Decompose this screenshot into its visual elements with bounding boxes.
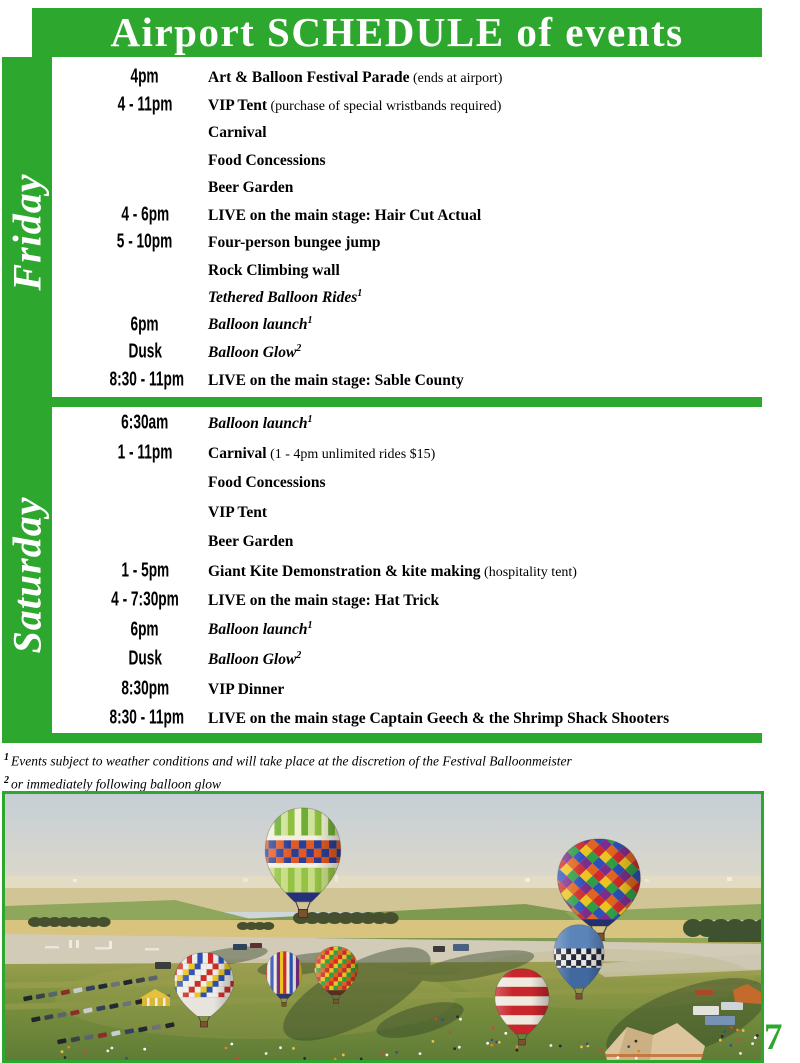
event-title: Balloon launch bbox=[208, 621, 308, 639]
event-title: Beer Garden bbox=[208, 179, 294, 196]
event-title: VIP Tent bbox=[208, 96, 268, 114]
schedule-row bbox=[95, 501, 760, 521]
event-text bbox=[208, 445, 435, 463]
header-banner bbox=[32, 8, 762, 57]
event-title: Art & Balloon Festival Parade bbox=[208, 69, 410, 86]
section-divider bbox=[2, 397, 762, 407]
event-text bbox=[208, 207, 481, 225]
event-title: Balloon launch bbox=[208, 415, 308, 432]
event-time bbox=[95, 149, 195, 171]
event-text bbox=[208, 262, 340, 280]
footnote bbox=[4, 771, 572, 794]
event-text bbox=[208, 315, 313, 334]
event-title: Beer Garden bbox=[208, 533, 294, 550]
event-title: Rock Climbing wall bbox=[208, 261, 340, 279]
event-text bbox=[208, 620, 313, 639]
event-time: 4 - 7:30pm bbox=[111, 588, 179, 611]
event-title: Food Concessions bbox=[208, 474, 326, 491]
event-time: 4 - 11pm bbox=[117, 92, 173, 116]
event-title: Carnival bbox=[208, 124, 267, 141]
schedule-row bbox=[95, 259, 760, 279]
event-text bbox=[208, 179, 293, 197]
event-time: 4pm bbox=[130, 65, 160, 88]
schedule-row bbox=[95, 678, 760, 698]
event-title: LIVE on the main stage: Sable County bbox=[208, 371, 464, 389]
event-time bbox=[95, 259, 195, 281]
event-time bbox=[95, 501, 195, 523]
event-time: Dusk bbox=[128, 647, 162, 670]
event-title: Balloon Glow bbox=[208, 651, 297, 668]
footnotes bbox=[4, 748, 572, 793]
event-title: Tethered Balloon Rides bbox=[208, 289, 358, 306]
schedule-row bbox=[95, 66, 760, 86]
schedule-row bbox=[95, 707, 760, 727]
event-title: LIVE on the main stage Captain Geech & the Shrimp Shack Shooters bbox=[208, 710, 670, 727]
event-title: VIP Tent bbox=[208, 503, 268, 521]
event-footnote-ref: 1 bbox=[357, 287, 363, 299]
event-text bbox=[208, 414, 313, 433]
event-time bbox=[95, 530, 195, 552]
event-text bbox=[208, 152, 326, 170]
schedule-row bbox=[95, 530, 760, 550]
event-footnote-ref: 1 bbox=[307, 620, 313, 632]
event-text bbox=[208, 288, 362, 307]
event-text bbox=[208, 504, 267, 522]
event-text bbox=[208, 372, 464, 390]
page-title: Airport SCHEDULE of events bbox=[110, 9, 684, 55]
event-text bbox=[208, 650, 301, 669]
schedule-row bbox=[95, 94, 760, 114]
balloon-festival-photo bbox=[2, 791, 764, 1063]
schedule-row bbox=[95, 121, 760, 141]
schedule-row bbox=[95, 619, 760, 639]
friday-rows bbox=[95, 66, 760, 396]
footnote-marker: 2 bbox=[4, 774, 9, 786]
footnote-text: Events subject to weather conditions and will take place at the discretion of the Festival Balloonmeister bbox=[11, 753, 572, 769]
footnote bbox=[4, 748, 572, 771]
event-footnote-ref: 2 bbox=[296, 342, 302, 354]
event-time: 8:30 - 11pm bbox=[109, 706, 185, 729]
friday-section bbox=[0, 57, 800, 407]
event-text bbox=[208, 69, 502, 87]
page-number: 7 bbox=[764, 1017, 783, 1058]
schedule-row bbox=[95, 369, 760, 389]
event-title: LIVE on the main stage: Hair Cut Actual bbox=[208, 206, 482, 224]
schedule-row bbox=[95, 286, 760, 306]
event-time: 5 - 10pm bbox=[117, 230, 173, 253]
event-time: Dusk bbox=[128, 340, 162, 363]
event-text bbox=[208, 474, 326, 492]
event-text bbox=[208, 681, 284, 699]
schedule-row bbox=[95, 412, 760, 432]
event-time: 6pm bbox=[130, 312, 160, 336]
saturday-sidebar bbox=[2, 407, 52, 743]
friday-sidebar bbox=[2, 57, 52, 407]
event-time: 4 - 6pm bbox=[121, 202, 169, 226]
event-footnote-ref: 2 bbox=[296, 649, 302, 661]
schedule-row bbox=[95, 341, 760, 361]
event-text bbox=[208, 592, 439, 610]
event-footnote-ref: 1 bbox=[307, 413, 313, 425]
schedule-row bbox=[95, 314, 760, 334]
friday-label: Friday bbox=[4, 173, 50, 291]
footnote-text: or immediately following balloon glow bbox=[11, 776, 221, 791]
event-time: 8:30 - 11pm bbox=[109, 367, 185, 391]
footnote-marker: 1 bbox=[4, 752, 9, 763]
schedule-row bbox=[95, 589, 760, 609]
event-footnote-ref: 1 bbox=[307, 315, 313, 327]
schedule-row bbox=[95, 149, 760, 169]
saturday-rows bbox=[95, 412, 760, 737]
event-text bbox=[208, 533, 293, 551]
schedule-row bbox=[95, 442, 760, 462]
event-time bbox=[95, 121, 195, 143]
event-text bbox=[208, 710, 669, 728]
saturday-section bbox=[0, 407, 800, 743]
schedule-row bbox=[95, 231, 760, 251]
event-text bbox=[208, 97, 501, 115]
event-note: (purchase of special wristbands required) bbox=[267, 98, 502, 114]
event-time: 1 - 11pm bbox=[117, 440, 173, 464]
section-divider bbox=[2, 733, 762, 743]
schedule-row bbox=[95, 176, 760, 196]
event-time bbox=[95, 471, 195, 493]
event-title: Balloon Glow bbox=[208, 344, 297, 361]
schedule-row bbox=[95, 560, 760, 580]
event-title: Giant Kite Demonstration & kite making bbox=[208, 562, 481, 580]
event-title: LIVE on the main stage: Hat Trick bbox=[208, 592, 440, 609]
event-time bbox=[95, 286, 195, 308]
schedule-row bbox=[95, 471, 760, 491]
saturday-label: Saturday bbox=[4, 496, 50, 654]
event-time bbox=[95, 176, 195, 198]
schedule-row bbox=[95, 204, 760, 224]
event-time: 8:30pm bbox=[121, 676, 169, 700]
event-title: Carnival bbox=[208, 444, 267, 462]
event-note: (1 - 4pm unlimited rides $15) bbox=[266, 446, 436, 462]
event-text bbox=[208, 563, 577, 581]
event-title: Food Concessions bbox=[208, 151, 326, 169]
event-time: 6pm bbox=[130, 617, 160, 641]
event-text bbox=[208, 124, 267, 142]
event-title: Four-person bungee jump bbox=[208, 234, 381, 251]
event-title: Balloon launch bbox=[208, 316, 308, 334]
event-note: (hospitality tent) bbox=[480, 564, 577, 580]
event-text bbox=[208, 343, 301, 362]
event-note: (ends at airport) bbox=[409, 71, 503, 86]
event-time: 1 - 5pm bbox=[121, 558, 169, 582]
schedule-row bbox=[95, 648, 760, 668]
event-title: VIP Dinner bbox=[208, 680, 285, 698]
event-text bbox=[208, 234, 381, 252]
event-time: 6:30am bbox=[121, 411, 169, 434]
